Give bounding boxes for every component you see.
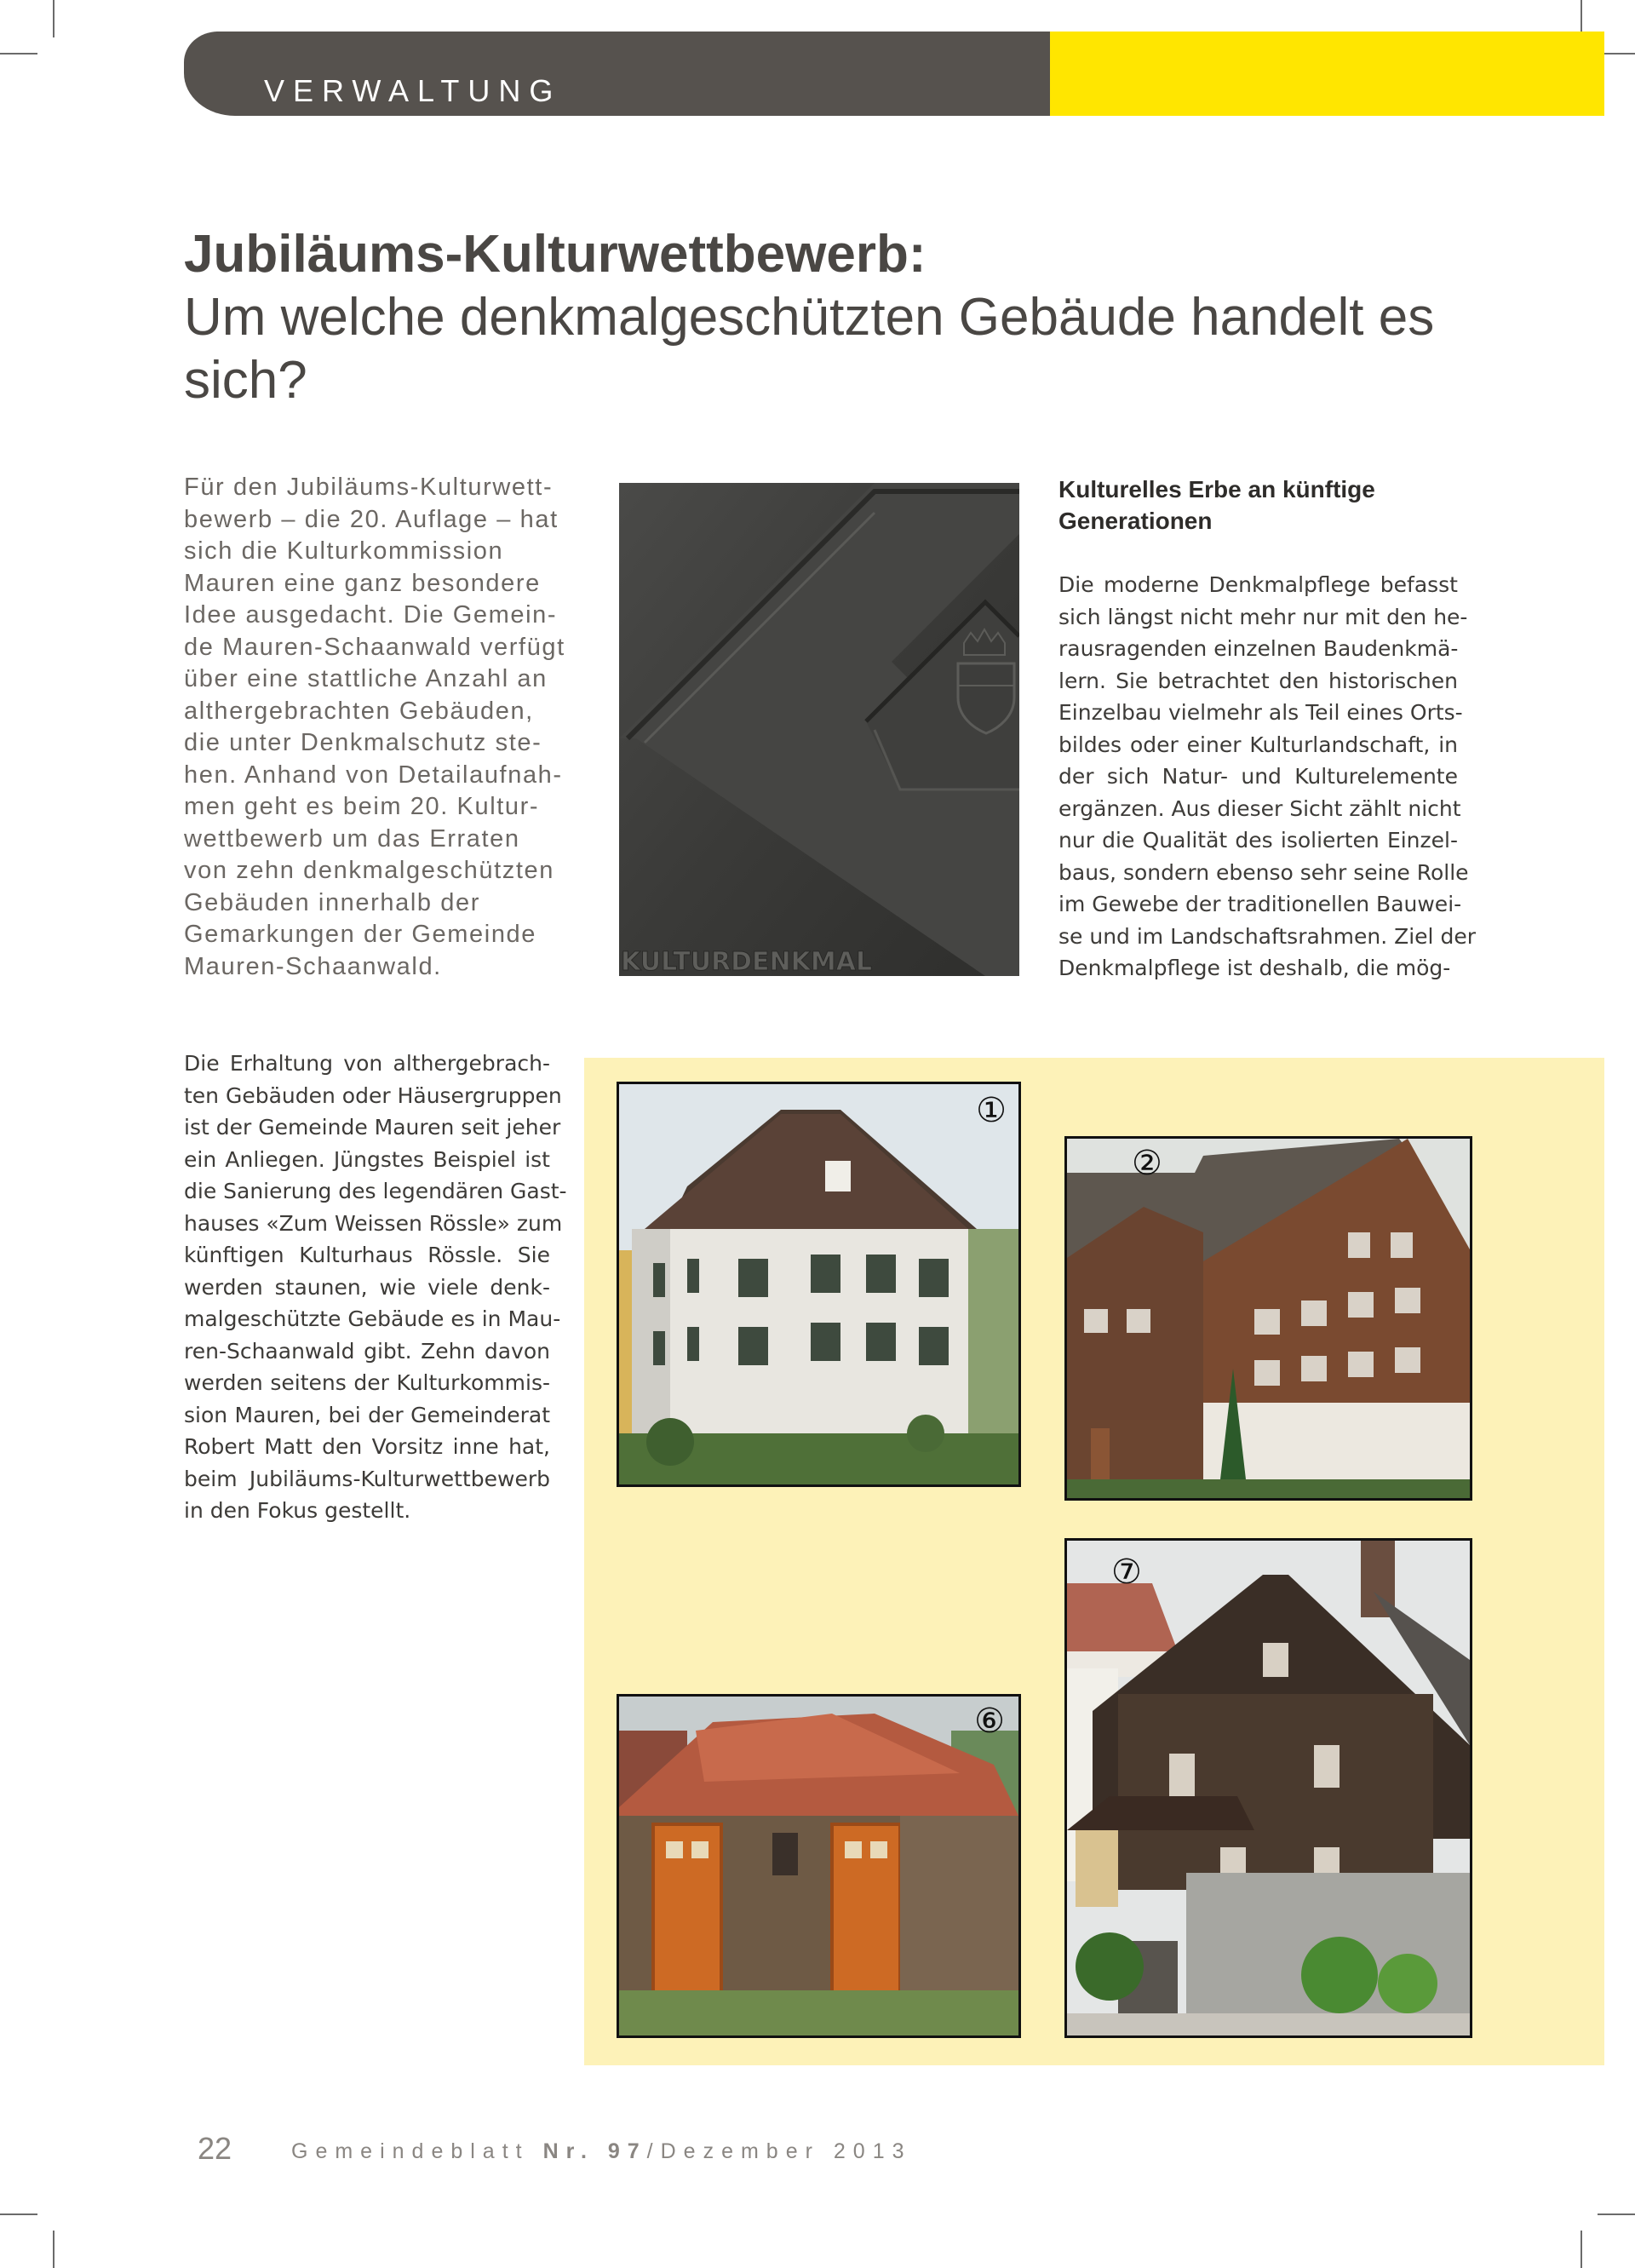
text-line: Für den Jubiläums-Kulturwett- [184,474,554,501]
text-line: de Mauren-Schaanwald verfügt [184,633,565,661]
photo-number-1: ① [976,1091,1007,1130]
right-column-text [1058,569,1476,985]
text-line: bildes oder einer Kulturlandschaft, in [1058,732,1458,757]
photo-building-2 [1064,1136,1472,1501]
text-line: der sich Natur- und Kulturelemente [1058,764,1458,789]
text-line: sich längst nicht mehr nur mit den he- [1058,604,1468,629]
text-line: im Gewebe der traditionellen Bauwei- [1058,892,1462,916]
text-line: sich die Kulturkommission [184,537,504,565]
text-line: rausragenden einzelnen Baudenkmä- [1058,636,1459,661]
intro-paragraph [184,472,584,983]
text-line: werden seitens der Kulturkommis- [184,1370,550,1395]
footer-publication-name: Gemeindeblatt [291,2139,530,2163]
text-line: von zehn denkmalgeschützten [184,857,554,884]
crop-mark [1580,2231,1582,2268]
plaque-text: KULTURDENKMAL [621,947,873,976]
text-line: ergänzen. Aus dieser Sicht zählt nicht [1058,795,1461,821]
text-line: Mauren eine ganz besondere [184,569,541,597]
bottom-column-text [184,1048,567,1527]
text-line: künftigen Kulturhaus Rössle. Sie [184,1243,550,1267]
text-line: Gebäuden innerhalb der [184,888,480,916]
text-line: hen. Anhand von Detailaufnah- [184,761,563,789]
text-line: die Sanierung des legendären Gast- [184,1179,567,1203]
photo-building-6 [617,1694,1021,2038]
text-line: Denkmalpflege ist deshalb, die mög- [1058,956,1451,980]
text-line: wettbewerb um das Erraten [184,824,520,853]
text-line: Robert Matt den Vorsitz inne hat, [184,1434,550,1459]
text-line: se und im Landschaftsrahmen. Ziel der [1058,923,1476,949]
text-line: ten Gebäuden oder Häusergruppen [184,1082,562,1108]
text-line: malgeschützte Gebäude es in Mau- [184,1306,561,1331]
text-line: beim Jubiläums-Kulturwettbewerb [184,1466,550,1491]
text-line: hauses «Zum Weissen Rössle» zum [184,1210,563,1236]
text-line: lern. Sie betrachtet den historischen [1058,668,1458,693]
text-line: Die Erhaltung von althergebrach- [184,1051,550,1076]
photo-number-7: ⑦ [1111,1553,1142,1592]
text-line: werden staunen, wie viele denk- [184,1274,550,1300]
text-line: über eine stattliche Anzahl an [184,665,548,692]
crop-mark [53,0,54,37]
text-line: Die moderne Denkmalpflege befasst [1058,572,1458,597]
text-line: althergebrachten Gebäuden, [184,697,534,725]
text-line: die unter Denkmalschutz ste- [184,729,542,756]
article-title: Jubiläums-Kulturwettbewerb: [184,225,926,284]
text-line: bewerb – die 20. Auflage – hat [184,505,559,533]
footer-issue: Nr. 97 [542,2139,647,2163]
text-line: ist der Gemeinde Mauren seit jeher [184,1115,561,1140]
section-band-accent [1050,32,1604,116]
plaque-photo [619,483,1019,976]
crop-mark [0,53,37,55]
article-subtitle: Um welche denkmalgeschützten Gebäude handelt es sich? [184,288,1435,410]
crop-mark [1598,2213,1635,2215]
page-number: 22 [198,2131,232,2166]
photo-building-7 [1064,1538,1472,2038]
footer-date: /Dezember 2013 [646,2139,912,2163]
text-line: Idee ausgedacht. Die Gemein- [184,601,558,629]
section-label: VERWALTUNG [264,73,562,108]
photo-building-1 [617,1082,1021,1487]
right-column-heading: Kulturelles Erbe an künftige Generationen [1058,476,1375,534]
text-line: in den Fokus gestellt. [184,1498,411,1523]
text-line: ren-Schaanwald gibt. Zehn davon [184,1338,550,1364]
text-line: ein Anliegen. Jüngstes Beispiel ist [184,1146,550,1172]
photo-number-6: ⑥ [974,1702,1005,1741]
text-line: Mauren-Schaanwald. [184,952,442,980]
text-line: men geht es beim 20. Kultur- [184,793,540,820]
text-line: sion Mauren, bei der Gemeinderat [184,1402,550,1427]
photo-number-2: ② [1132,1144,1162,1183]
text-line: Einzelbau vielmehr als Teil eines Orts- [1058,700,1463,725]
crop-mark [53,2231,54,2268]
text-line: Gemarkungen der Gemeinde [184,921,536,948]
text-line: baus, sondern ebenso sehr seine Rolle [1058,859,1469,885]
crop-mark [0,2213,37,2215]
text-line: nur die Qualität des isolierten Einzel- [1058,828,1458,853]
footer-publication [291,2139,912,2164]
